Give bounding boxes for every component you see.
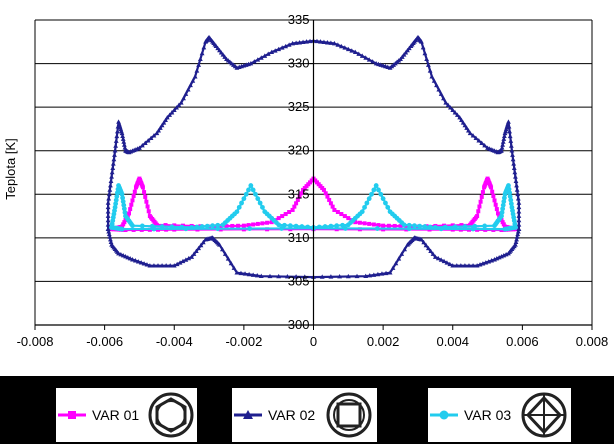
data-point <box>516 205 521 209</box>
data-point <box>106 200 111 204</box>
data-point <box>339 212 343 216</box>
x-tick-label-4: 0 <box>309 334 318 349</box>
data-point <box>112 157 117 161</box>
data-point <box>146 204 150 208</box>
data-point <box>511 161 516 165</box>
data-point <box>317 225 322 230</box>
data-point <box>472 224 477 229</box>
data-point <box>372 222 376 226</box>
data-point <box>160 224 165 229</box>
legend-item-var01 <box>56 388 197 442</box>
data-point <box>143 195 147 199</box>
data-point <box>477 204 481 208</box>
data-point <box>516 218 521 222</box>
data-point <box>495 207 499 211</box>
y-tick-label-5: 325 <box>287 99 310 115</box>
data-point <box>508 139 513 143</box>
data-point <box>239 201 244 206</box>
data-point <box>360 209 365 214</box>
data-point <box>120 227 125 232</box>
data-point <box>255 196 260 201</box>
data-point <box>329 224 334 229</box>
data-point <box>363 221 367 225</box>
legend-marker-var01 <box>56 408 88 422</box>
data-point <box>142 190 146 194</box>
data-point <box>481 190 485 194</box>
data-point <box>107 187 112 191</box>
data-point <box>417 224 422 229</box>
cross-section-icon-var02 <box>321 390 377 440</box>
data-point <box>189 225 194 230</box>
data-point <box>362 205 367 210</box>
data-point <box>367 222 371 226</box>
y-tick-label-0: 300 <box>287 317 310 332</box>
data-point <box>114 134 119 138</box>
data-point <box>376 188 381 193</box>
data-point <box>179 225 184 230</box>
data-point <box>237 205 242 210</box>
data-point <box>288 223 293 228</box>
data-point <box>140 224 145 229</box>
data-point <box>514 183 519 187</box>
data-point <box>402 222 407 227</box>
data-point <box>256 222 260 226</box>
data-point <box>506 119 511 123</box>
data-point <box>205 224 210 229</box>
data-point <box>247 226 252 231</box>
data-point <box>109 174 114 178</box>
data-point <box>106 209 111 213</box>
data-point <box>480 195 484 199</box>
data-point <box>106 196 111 200</box>
data-point <box>242 224 246 228</box>
data-point <box>381 196 386 201</box>
data-point <box>110 170 115 174</box>
data-point <box>277 216 281 220</box>
data-point <box>133 190 137 194</box>
data-point <box>287 210 291 214</box>
data-point <box>510 152 515 156</box>
data-point <box>381 224 385 228</box>
data-point <box>235 209 240 214</box>
data-point <box>260 221 264 225</box>
data-point <box>371 188 376 193</box>
data-point <box>511 157 516 161</box>
data-point <box>476 209 480 213</box>
data-point <box>494 203 498 207</box>
data-point <box>375 226 380 231</box>
data-point <box>407 223 412 228</box>
data-point <box>251 222 255 226</box>
data-point <box>323 224 328 229</box>
data-point <box>443 225 448 230</box>
data-point <box>512 170 517 174</box>
data-point <box>108 183 113 187</box>
data-point <box>491 194 495 198</box>
data-point <box>516 209 521 213</box>
data-point <box>106 213 111 217</box>
data-point <box>475 214 479 218</box>
data-point <box>111 161 116 165</box>
data-point <box>489 185 493 189</box>
data-point <box>127 211 131 215</box>
legend-label-var02: VAR 02 <box>268 407 316 423</box>
data-point <box>369 192 374 197</box>
data-point <box>433 225 438 230</box>
data-point <box>299 224 304 229</box>
data-point <box>128 207 132 211</box>
data-point <box>383 201 388 206</box>
data-point <box>516 213 521 217</box>
data-point <box>215 223 220 228</box>
data-point <box>358 221 362 225</box>
data-point <box>150 224 155 229</box>
x-tick-label-3: -0.002 <box>225 334 263 349</box>
data-point <box>463 224 468 229</box>
x-tick-label-8: 0.008 <box>575 334 609 349</box>
data-point <box>112 152 117 156</box>
legend-label-var01: VAR 01 <box>92 407 140 423</box>
data-point <box>130 223 135 228</box>
data-point <box>515 187 520 191</box>
data-point <box>305 225 310 230</box>
data-point <box>516 196 521 200</box>
y-axis-label: Teplota [K] <box>3 138 18 200</box>
data-point <box>412 223 417 228</box>
data-point <box>509 143 514 147</box>
data-point <box>294 224 299 229</box>
data-point <box>200 224 205 229</box>
data-point <box>246 188 251 193</box>
data-point <box>109 179 114 183</box>
data-point <box>482 224 487 229</box>
data-point <box>284 212 288 216</box>
data-point <box>141 185 145 189</box>
data-point <box>244 192 249 197</box>
data-point <box>334 223 339 228</box>
data-point <box>367 196 372 201</box>
data-point <box>280 214 284 218</box>
data-point <box>251 188 256 193</box>
x-tick-label-5: 0.002 <box>366 334 400 349</box>
x-tick-label-7: 0.006 <box>506 334 539 349</box>
data-point <box>236 224 240 228</box>
data-point <box>387 224 391 228</box>
data-point <box>516 200 521 204</box>
data-point <box>258 201 263 206</box>
y-tick-label-4: 320 <box>287 142 310 158</box>
data-point <box>479 200 483 204</box>
data-point <box>144 200 148 204</box>
data-point <box>147 209 151 213</box>
data-point <box>512 166 517 170</box>
data-point <box>194 225 199 230</box>
data-point <box>113 143 118 147</box>
x-tick-label-0: -0.008 <box>16 334 54 349</box>
data-point <box>230 224 234 228</box>
legend-label-var03: VAR 03 <box>464 407 512 423</box>
data-point <box>248 183 253 188</box>
data-point <box>332 208 336 212</box>
data-point <box>132 194 136 198</box>
data-point <box>336 210 340 214</box>
x-tick-label-2: -0.004 <box>155 334 193 349</box>
data-point <box>276 222 281 227</box>
data-point <box>374 183 379 188</box>
y-tick-label-7: 335 <box>287 12 310 27</box>
y-tick-label-6: 330 <box>287 55 310 71</box>
data-point <box>343 214 347 218</box>
data-point <box>210 223 215 228</box>
legend-item-var02 <box>232 388 377 442</box>
data-point <box>508 134 513 138</box>
data-point <box>378 192 383 197</box>
data-point <box>453 224 458 229</box>
data-point <box>513 225 518 230</box>
data-point <box>241 196 246 201</box>
data-point <box>106 205 111 209</box>
data-point <box>423 224 428 229</box>
data-point <box>130 198 134 202</box>
legend-marker-var02 <box>232 408 264 422</box>
data-point <box>114 139 119 143</box>
cross-section-icon-var03 <box>517 390 571 440</box>
data-point <box>514 179 519 183</box>
data-point <box>110 166 115 170</box>
data-point <box>364 201 369 206</box>
data-point <box>253 192 258 197</box>
data-point <box>340 223 345 228</box>
legend-marker-var03 <box>428 408 460 422</box>
data-point <box>260 205 265 210</box>
data-point <box>428 225 433 230</box>
y-tick-label-1: 305 <box>287 273 310 289</box>
data-point <box>282 223 287 228</box>
data-point <box>385 205 390 210</box>
data-point <box>493 198 497 202</box>
data-point <box>513 174 518 178</box>
data-point <box>265 221 269 225</box>
data-point <box>393 224 397 228</box>
data-point <box>129 203 133 207</box>
x-tick-label-1: -0.006 <box>86 334 124 349</box>
x-tick-label-6: 0.004 <box>436 334 470 349</box>
data-point <box>170 224 175 229</box>
data-point <box>490 190 494 194</box>
data-point <box>346 216 350 220</box>
data-point <box>106 218 111 222</box>
y-tick-label-3: 315 <box>287 186 310 202</box>
y-tick-label-2: 310 <box>287 229 310 245</box>
legend-item-var03 <box>428 388 571 442</box>
cross-section-icon-var01 <box>145 390 197 440</box>
